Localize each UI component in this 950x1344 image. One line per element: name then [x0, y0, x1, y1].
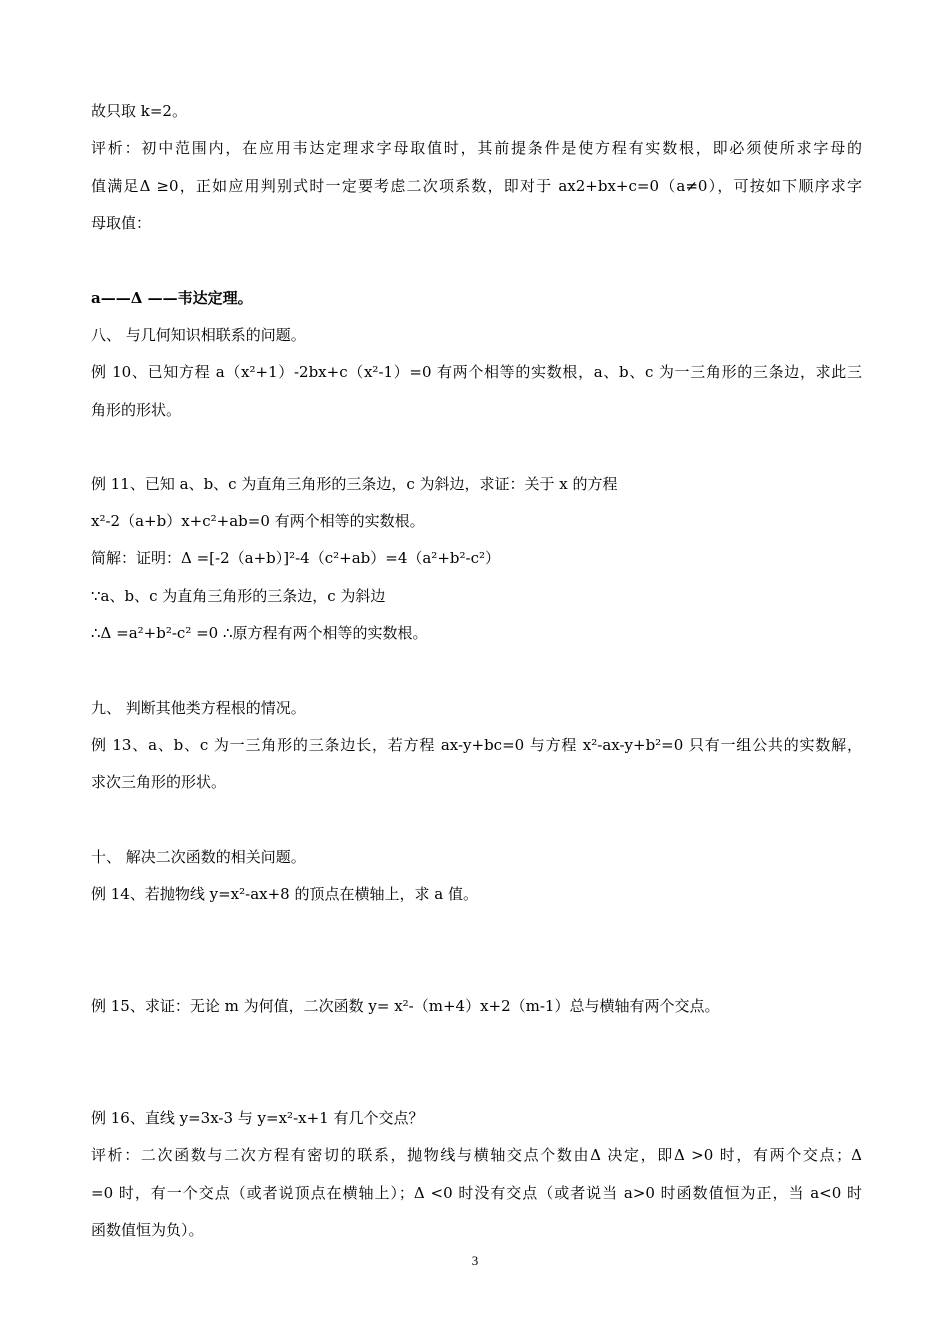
section-heading-10: 十、 解决二次函数的相关问题。 [91, 848, 306, 866]
text-line-example-13b: 求次三角形的形状。 [91, 773, 227, 791]
text-line-comment-b3: 函数值恒为负）。 [91, 1221, 204, 1239]
text-line-example-16: 例 16、直线 y=3x-3 与 y=x²-x+1 有几个交点？ [91, 1109, 424, 1127]
text-line-comment-3: 母取值： [91, 214, 152, 232]
text-line-solution-3: ∴Δ =a²+b²-c² =0 ∴原方程有两个相等的实数根。 [91, 624, 428, 642]
section-heading-8: 八、 与几何知识相联系的问题。 [91, 326, 306, 344]
text-line-comment-b1: 评析：二次函数与二次方程有密切的联系，抛物线与横轴交点个数由Δ 决定，即Δ >0 时，有两个交点；Δ [91, 1146, 862, 1164]
text-line-example-13a: 例 13、a、b、c 为一三角形的三条边长，若方程 ax-y+bc=0 与方程 x²-ax-y+b²=0 只有一组公共的实数解， [91, 736, 862, 754]
text-line-solution-2: ∵a、b、c 为直角三角形的三条边，c 为斜边 [91, 587, 386, 605]
page-number: 3 [471, 1253, 479, 1268]
text-line-example-14: 例 14、若抛物线 y=x²-ax+8 的顶点在横轴上，求 a 值。 [91, 885, 478, 903]
text-line-example-10b: 角形的形状。 [91, 401, 182, 419]
text-line-comment-2: 值满足Δ ≥0，正如应用判别式时一定要考虑二次项系数，即对于 ax2+bx+c=0（a≠0），可按如下顺序求字 [91, 177, 862, 195]
text-line-comment-b2: =0 时，有一个交点（或者说顶点在横轴上）；Δ <0 时没有交点（或者说当 a>0 时函数值恒为正，当 a<0 时 [91, 1184, 862, 1202]
text-line-order: a——Δ ——韦达定理。 [91, 289, 253, 307]
text-line-solution-1: 简解：证明：Δ =[-2（a+b）]²-4（c²+ab）=4（a²+b²-c²） [91, 549, 500, 567]
text-line-comment-1: 评析：初中范围内，在应用韦达定理求字母取值时，其前提条件是使方程有实数根，即必须使所求字母的 [91, 139, 862, 157]
section-heading-9: 九、 判断其他类方程根的情况。 [91, 699, 306, 717]
text-line-example-11b: x²-2（a+b）x+c²+ab=0 有两个相等的实数根。 [91, 512, 425, 530]
text-line-example-10a: 例 10、已知方程 a（x²+1）-2bx+c（x²-1）=0 有两个相等的实数根，a、b、c 为一三角形的三条边，求此三 [91, 363, 862, 381]
text-line-example-11a: 例 11、已知 a、b、c 为直角三角形的三条边，c 为斜边，求证：关于 x 的方程 [91, 475, 618, 493]
text-line-example-15: 例 15、求证：无论 m 为何值，二次函数 y= x²-（m+4）x+2（m-1）总与横轴有两个交点。 [91, 997, 720, 1015]
text-line-k-value: 故只取 k=2。 [91, 102, 187, 120]
